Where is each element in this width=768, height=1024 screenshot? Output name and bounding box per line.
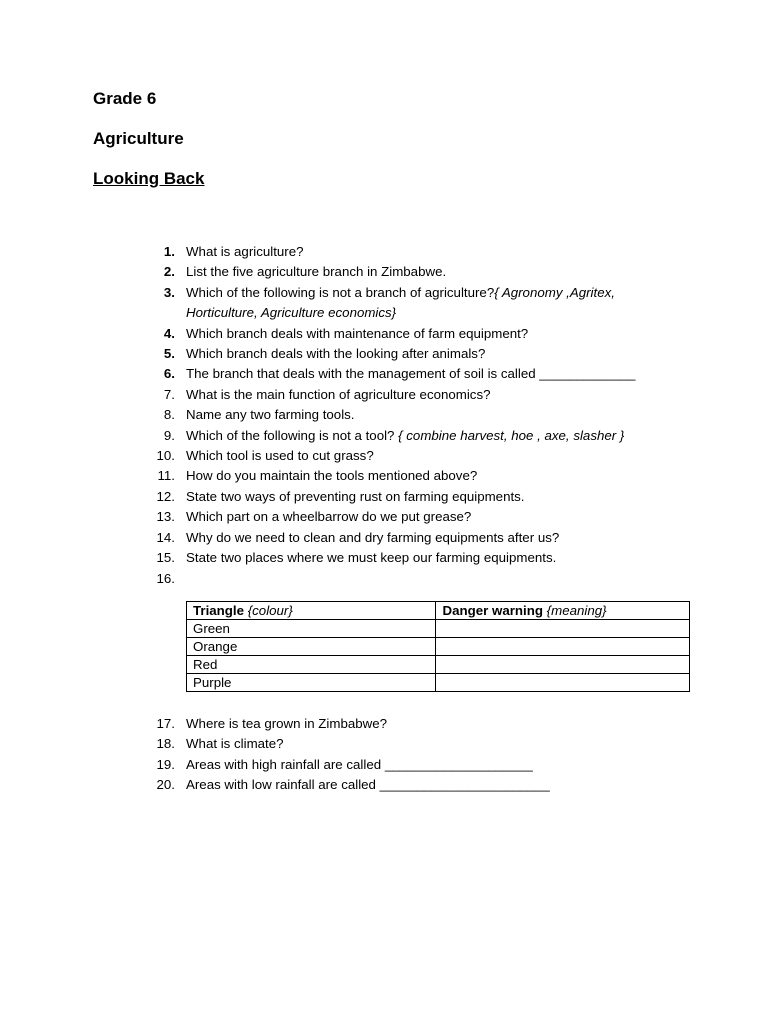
question-number: 6. [163,366,175,382]
question-options: { combine harvest, hoe , axe, slasher } [398,427,625,443]
question-number: 16. [156,570,175,586]
table-row [187,674,690,692]
question-text: State two places where we must keep our farming equipments. [186,550,557,566]
question-number: 15. [156,550,175,566]
grade-heading: Grade 6 [93,89,157,108]
question-number: 1. [163,244,175,259]
question-item [150,734,680,754]
question-item [150,487,680,507]
question-item [150,426,680,446]
section-heading: Looking Back [93,169,205,188]
question-text: Which of the following is not a tool? [186,427,399,443]
question-number: 14. [156,529,175,545]
table-cell-meaning [436,620,690,638]
question-text: Why do we need to clean and dry farming equipments after us? [186,529,560,545]
table-header-row [187,602,690,620]
question-text: State two ways of preventing rust on farming equipments. [186,488,525,504]
question-text: Where is tea grown in Zimbabwe? [186,716,388,731]
table-cell-meaning [436,638,690,656]
question-list [150,242,680,586]
question-text: Which tool is used to cut grass? [186,448,374,464]
question-item [150,755,680,775]
question-text: Areas with low rainfall are called _______________________ [186,777,550,793]
question-item [150,714,680,734]
triangle-header-label: Triangle [193,603,244,618]
question-text: The branch that deals with the management of soil is called _____________ [186,366,636,382]
question-number: 18. [156,736,175,752]
question-text: Name any two farming tools. [186,407,355,423]
question-item [150,446,680,466]
question-item [150,466,680,486]
question-number: 20. [156,777,175,793]
question-text: What is climate? [186,736,284,752]
table-row [187,638,690,656]
question-item [150,283,680,324]
question-item [150,324,680,344]
question-text: How do you maintain the tools mentioned above? [186,468,478,484]
question-item [150,262,680,282]
question-item [150,385,680,405]
table-header-triangle [187,602,436,620]
question-text: Which part on a wheelbarrow do we put grease? [186,509,472,525]
question-text: What is agriculture? [186,244,304,259]
question-item [150,507,680,527]
question-options: { Agronomy ,Agritex, Horticulture, Agriculture economics} [186,284,615,321]
question-item [150,344,680,364]
table-row [187,656,690,674]
question-item [150,405,680,425]
table-cell-colour: Red [187,656,436,674]
question-number: 17. [156,716,175,731]
table-cell-colour: Purple [187,674,436,692]
table-row [187,620,690,638]
table-cell-colour: Green [187,620,436,638]
question-number: 19. [156,756,175,772]
question-text: Areas with high rainfall are called ____________________ [186,756,533,772]
table-header-danger [436,602,690,620]
question-number: 10. [156,448,175,464]
table-cell-meaning [436,674,690,692]
triangle-header-sub: {colour} [247,603,293,618]
question-text: Which branch deals with maintenance of farm equipment? [186,325,529,341]
question-item [150,528,680,548]
table-cell-meaning [436,656,690,674]
table-cell-colour: Orange [187,638,436,656]
question-number: 5. [163,346,175,362]
question-item [150,364,680,384]
question-number: 4. [163,325,175,341]
question-number: 7. [163,386,175,402]
question-item [150,548,680,568]
question-text: What is the main function of agriculture economics? [186,386,491,402]
question-text: Which branch deals with the looking after animals? [186,346,486,362]
question-text: Which of the following is not a branch of agriculture? [186,284,495,300]
question-list-continued [150,714,680,796]
question-text: List the five agriculture branch in Zimbabwe. [186,264,447,280]
question-number: 9. [163,427,175,443]
question-number: 12. [156,488,175,504]
question-item [150,775,680,795]
colour-triangle-table [186,601,690,692]
danger-header-sub: {meaning} [546,603,607,618]
question-number: 8. [163,407,175,423]
subject-heading: Agriculture [93,129,184,148]
question-number: 13. [156,509,175,525]
question-number: 11. [157,468,175,484]
question-item [150,242,680,262]
question-number: 2. [163,264,175,280]
question-number: 3. [163,284,175,300]
danger-header-label: Danger warning [442,603,543,618]
